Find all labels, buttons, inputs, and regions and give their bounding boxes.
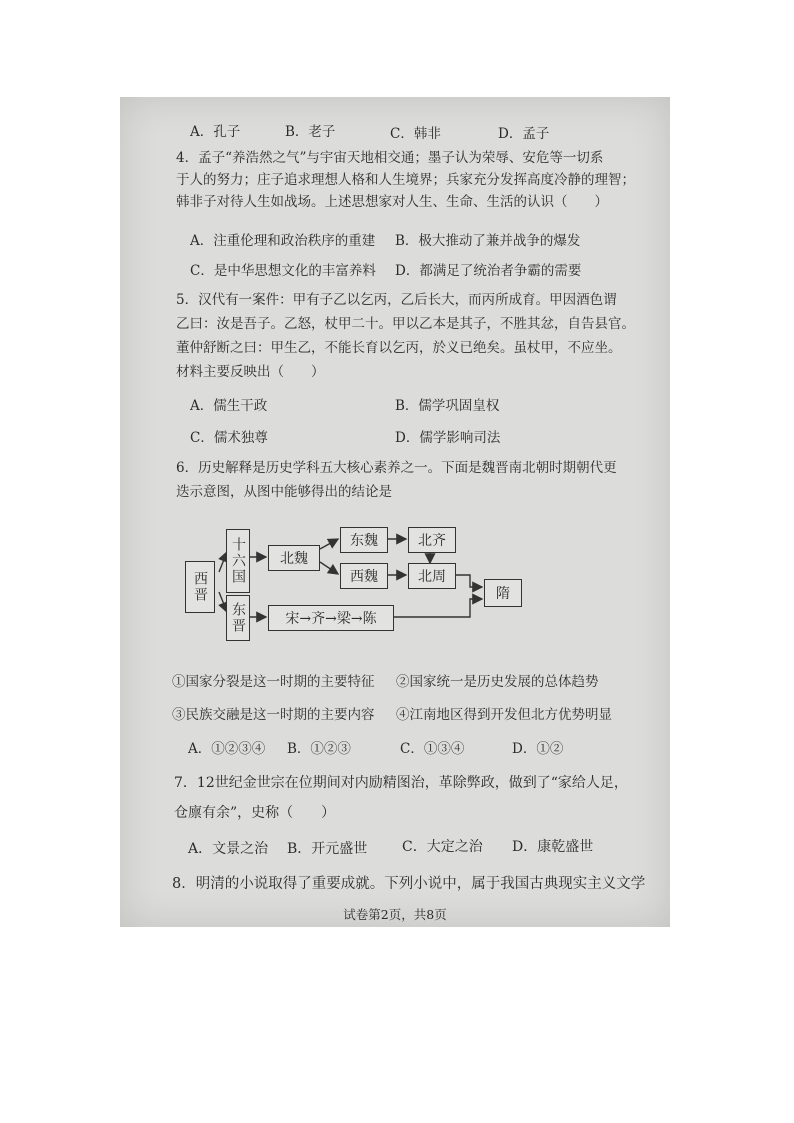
node-dongjin: 东晋	[226, 595, 250, 641]
node-southern-dynasties: 宋→齐→梁→陈	[268, 605, 394, 631]
q6-statement-1: ①国家分裂是这一时期的主要特征	[172, 674, 375, 690]
q6-option-b: B．①②③	[287, 741, 351, 757]
node-dongwei: 东魏	[340, 527, 388, 553]
q4-line-3: 韩非子对待人生如战场。上述思想家对人生、生命、生活的认识（ ）	[176, 194, 608, 210]
q4-line-1: 4．孟子“养浩然之气”与宇宙天地相交通；墨子认为荣辱、安危等一切系	[176, 150, 604, 166]
node-shiliuguo: 十六国	[226, 529, 250, 593]
q6-statement-4: ④江南地区得到开发但北方优势明显	[396, 707, 612, 723]
node-sui: 隋	[484, 579, 522, 607]
q7-option-a: A．文景之治	[188, 841, 269, 857]
q7-line-1: 7．12世纪金世宗在位期间对内励精图治，革除弊政，做到了“家给人足，	[174, 775, 628, 791]
q8-stem: 8．明清的小说取得了重要成就。下列小说中，属于我国古典现实主义文学	[172, 876, 646, 892]
node-xijin: 西晋	[185, 561, 215, 613]
dynasty-succession-diagram	[180, 527, 510, 647]
q4-option-b: B．极大推动了兼并战争的爆发	[395, 233, 581, 249]
q7-option-b: B．开元盛世	[287, 841, 368, 857]
node-beiwei: 北魏	[268, 545, 320, 571]
q5-line-2: 乙曰：汝是吾子。乙怒，杖甲二十。甲以乙本是其子，不胜其忿，自告县官。	[176, 316, 635, 332]
q5-line-1: 5．汉代有一案件：甲有子乙以乞丙，乙后长大，而丙所成育。甲因酒色谓	[176, 292, 617, 308]
page-footer: 试卷第2页，共8页	[343, 907, 447, 922]
q4-stem	[176, 147, 656, 213]
q5-option-c: C．儒术独尊	[190, 430, 268, 446]
q6-line-2: 迭示意图，从图中能够得出的结论是	[176, 484, 392, 500]
q6-statement-2: ②国家统一是历史发展的总体趋势	[396, 674, 599, 690]
node-beiqi: 北齐	[408, 527, 456, 553]
q7-stem	[174, 768, 664, 828]
q5-option-b: B．儒学巩固皇权	[395, 398, 500, 414]
q7-option-c: C．大定之治	[402, 839, 483, 855]
q5-stem	[176, 288, 661, 384]
q6-stem	[176, 456, 661, 504]
q7-line-2: 仓廪有余”，史称（ ）	[174, 805, 336, 821]
q3-option-a: A．孔子	[190, 124, 241, 140]
q6-option-a: A．①②③④	[188, 741, 266, 757]
q6-statement-3: ③民族交融是这一时期的主要内容	[172, 707, 375, 723]
q5-option-d: D．儒学影响司法	[395, 430, 501, 446]
exam-page-photo	[120, 97, 670, 927]
q4-option-a: A．注重伦理和政治秩序的重建	[190, 233, 376, 249]
q5-option-a: A．儒生干政	[190, 398, 268, 414]
q6-line-1: 6．历史解释是历史学科五大核心素养之一。下面是魏晋南北朝时期朝代更	[176, 460, 617, 476]
q6-option-c: C．①③④	[400, 741, 465, 757]
q5-line-3: 董仲舒断之曰：甲生乙，不能长育以乞丙，於义已绝矣。虽杖甲，不应坐。	[176, 340, 622, 356]
q4-option-c: C．是中华思想文化的丰富养料	[190, 263, 376, 279]
q3-option-d: D．孟子	[498, 126, 550, 142]
node-beizhou: 北周	[408, 563, 456, 589]
q6-option-d: D．①②	[512, 741, 564, 757]
q4-line-2: 于人的努力；庄子追求理想人格和人生境界；兵家充分发挥高度冷静的理智；	[176, 172, 635, 188]
q3-option-c: C．韩非	[390, 126, 441, 142]
node-xiwei: 西魏	[340, 563, 388, 589]
q5-line-4: 材料主要反映出（ ）	[176, 364, 325, 380]
q4-option-d: D．都满足了统治者争霸的需要	[395, 263, 582, 279]
q7-option-d: D．康乾盛世	[512, 839, 594, 855]
q3-option-b: B．老子	[285, 124, 336, 140]
